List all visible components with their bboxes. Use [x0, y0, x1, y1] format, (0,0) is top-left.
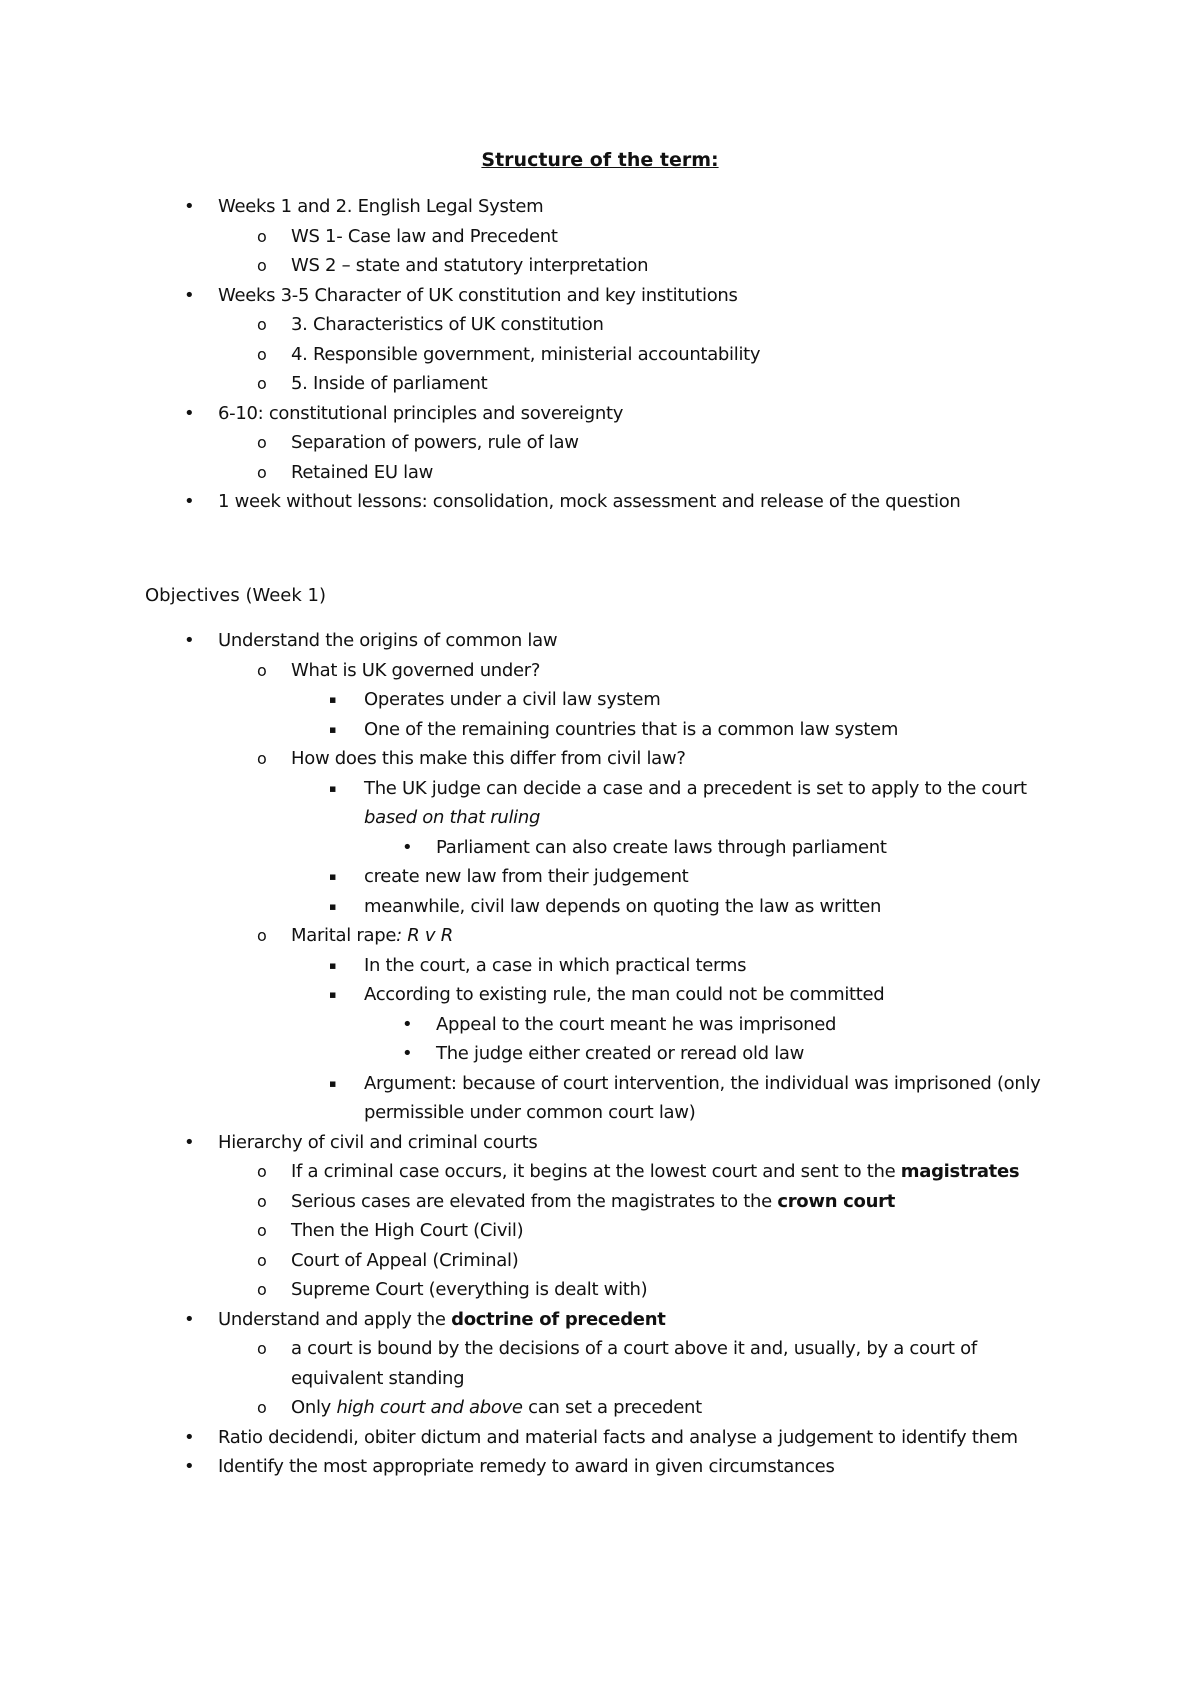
circle-bullet-icon: o	[257, 1250, 267, 1270]
list-item	[0, 715, 1054, 745]
list-item-text: One of the remaining countries that is a common law system	[364, 718, 899, 740]
circle-bullet-icon: o	[257, 1398, 267, 1417]
bullet-icon: •	[184, 284, 195, 306]
list-item-text: Then the High Court (Civil)	[291, 1220, 524, 1241]
list-item-text: Serious cases are elevated from the magistrates to the	[291, 1190, 778, 1212]
list-item-text: Weeks 3-5 Character of UK constitution and key institutions	[218, 284, 738, 306]
list-item-text: WS 2 – state and statutory interpretation	[291, 255, 649, 276]
list-item-text: In the court, a case in which practical terms	[364, 954, 747, 976]
list-item	[0, 340, 1051, 370]
list-item	[0, 1305, 1048, 1335]
list-item-text: Marital rape	[291, 925, 397, 946]
list-item-text: WS 1- Case law and Precedent	[291, 225, 558, 247]
circle-bullet-icon: o	[257, 374, 267, 393]
list-item-text: Only	[291, 1397, 337, 1418]
list-item-text: 3. Characteristics of UK constitution	[291, 314, 604, 335]
list-item	[0, 251, 1051, 281]
circle-bullet-icon: o	[257, 1280, 267, 1299]
list-item	[0, 281, 1048, 311]
list-item-text: a court is bound by the decisions of a court above it and, usually, by a court of equivalent standing	[291, 1338, 977, 1389]
bullet-icon: •	[184, 1456, 195, 1477]
list-item-text: Operates under a civil law system	[364, 689, 661, 710]
list-item	[0, 1275, 1051, 1305]
square-bullet-icon: ▪	[329, 988, 337, 1001]
list-item-text: 5. Inside of parliament	[291, 373, 488, 394]
bullet-icon: •	[184, 1308, 195, 1330]
bullet-icon: •	[184, 491, 195, 512]
list-item	[0, 458, 1051, 488]
bullet-icon: •	[184, 1131, 195, 1153]
list-item	[0, 1039, 1056, 1069]
list-item	[0, 1010, 1056, 1040]
list-item-text: 6-10: constitutional principles and sovereignty	[218, 402, 624, 424]
circle-bullet-icon: o	[257, 1221, 267, 1240]
list-item-text: Parliament can also create laws through parliament	[436, 836, 887, 858]
circle-bullet-icon: o	[257, 226, 267, 246]
list-item	[0, 862, 1054, 892]
circle-bullet-icon: o	[257, 926, 267, 945]
list-item-text: Hierarchy of civil and criminal courts	[218, 1131, 538, 1153]
square-bullet-icon: ▪	[329, 781, 337, 795]
circle-bullet-icon: o	[257, 1339, 267, 1358]
list-item-text: The UK judge can decide a case and a precedent is set to apply to the court	[364, 777, 1027, 799]
list-item	[0, 626, 1048, 656]
list-item-text: doctrine of precedent	[451, 1308, 666, 1330]
list-item-text: 4. Responsible government, ministerial accountability	[291, 343, 761, 365]
list-item	[0, 774, 1054, 833]
list-item-text: Court of Appeal (Criminal)	[291, 1249, 519, 1271]
list-item	[0, 487, 1048, 517]
list-item	[0, 1187, 1051, 1217]
list-item	[0, 921, 1051, 951]
list-item-text: : R v R	[396, 925, 453, 946]
bullet-icon: •	[402, 836, 413, 858]
circle-bullet-icon: o	[257, 462, 267, 482]
list-item	[0, 1128, 1048, 1158]
list-item	[0, 685, 1054, 715]
list-item-text: Separation of powers, rule of law	[291, 432, 579, 453]
list-item-text: Weeks 1 and 2. English Legal System	[218, 196, 544, 217]
square-bullet-icon: ▪	[329, 958, 337, 972]
list-item	[0, 369, 1051, 399]
circle-bullet-icon: o	[257, 344, 267, 364]
list-item	[0, 1393, 1051, 1423]
page-title: Structure of the term:	[481, 149, 719, 171]
circle-bullet-icon: o	[257, 749, 267, 768]
list-item-text: can set a precedent	[522, 1397, 702, 1418]
list-item-text: What is UK governed under?	[291, 659, 541, 681]
list-item	[0, 1216, 1051, 1246]
list-item	[0, 1423, 1048, 1453]
list-item-text: Argument: because of court intervention, the individual was imprisoned (only permissible under common court law)	[364, 1072, 1041, 1123]
list-item-text: The judge either created or reread old law	[436, 1043, 805, 1064]
list-item	[0, 310, 1051, 340]
square-bullet-icon: ▪	[329, 693, 337, 706]
list-item-text: magistrates	[900, 1161, 1020, 1182]
structure-list	[0, 192, 1200, 517]
list-item	[0, 1157, 1051, 1187]
list-item-text: based on that ruling	[364, 807, 541, 828]
list-item-text: Appeal to the court meant he was imprisoned	[436, 1013, 837, 1035]
list-item-text: If a criminal case occurs, it begins at the lowest court and sent to the	[291, 1161, 901, 1182]
list-item	[0, 1069, 1054, 1128]
list-item	[0, 222, 1051, 252]
square-bullet-icon: ▪	[329, 899, 337, 913]
bullet-icon: •	[184, 196, 195, 217]
list-item	[0, 1452, 1048, 1482]
square-bullet-icon: ▪	[329, 722, 337, 736]
square-bullet-icon: ▪	[329, 870, 337, 883]
circle-bullet-icon: o	[257, 433, 267, 452]
square-bullet-icon: ▪	[329, 1076, 337, 1090]
list-item-text: meanwhile, civil law depends on quoting the law as written	[364, 895, 882, 917]
bullet-icon: •	[402, 1013, 413, 1035]
list-item-text: 1 week without lessons: consolidation, mock assessment and release of the question	[218, 491, 961, 512]
circle-bullet-icon: o	[257, 256, 267, 275]
objectives-list	[0, 626, 1200, 1482]
list-item	[0, 744, 1051, 774]
list-item-text: high court and above	[336, 1397, 523, 1418]
list-item	[0, 1246, 1051, 1276]
circle-bullet-icon: o	[257, 315, 267, 334]
list-item	[0, 428, 1051, 458]
list-item-text: Ratio decidendi, obiter dictum and material facts and analyse a judgement to identify them	[218, 1426, 1018, 1448]
list-item-text: How does this make this differ from civil law?	[291, 748, 686, 769]
list-item-text: Understand and apply the	[218, 1308, 452, 1330]
list-item-text: Understand the origins of common law	[218, 630, 558, 651]
list-item	[0, 892, 1054, 922]
list-item	[0, 656, 1051, 686]
list-item	[0, 1334, 1051, 1393]
circle-bullet-icon: o	[257, 1191, 267, 1211]
list-item-text: According to existing rule, the man could not be committed	[364, 984, 885, 1005]
list-item-text: crown court	[777, 1190, 896, 1212]
list-item	[0, 192, 1048, 222]
objectives-heading: Objectives (Week 1)	[145, 585, 326, 606]
circle-bullet-icon: o	[257, 660, 267, 680]
circle-bullet-icon: o	[257, 1162, 267, 1181]
bullet-icon: •	[184, 402, 195, 424]
list-item	[0, 980, 1054, 1010]
list-item-text: Identify the most appropriate remedy to award in given circumstances	[218, 1456, 835, 1477]
list-item-text: Retained EU law	[291, 461, 434, 483]
bullet-icon: •	[184, 630, 195, 651]
list-item	[0, 951, 1054, 981]
bullet-icon: •	[402, 1043, 413, 1064]
list-item	[0, 833, 1056, 863]
bullet-icon: •	[184, 1426, 195, 1448]
list-item	[0, 399, 1048, 429]
list-item-text: create new law from their judgement	[364, 866, 689, 887]
list-item-text: Supreme Court (everything is dealt with)	[291, 1279, 648, 1300]
